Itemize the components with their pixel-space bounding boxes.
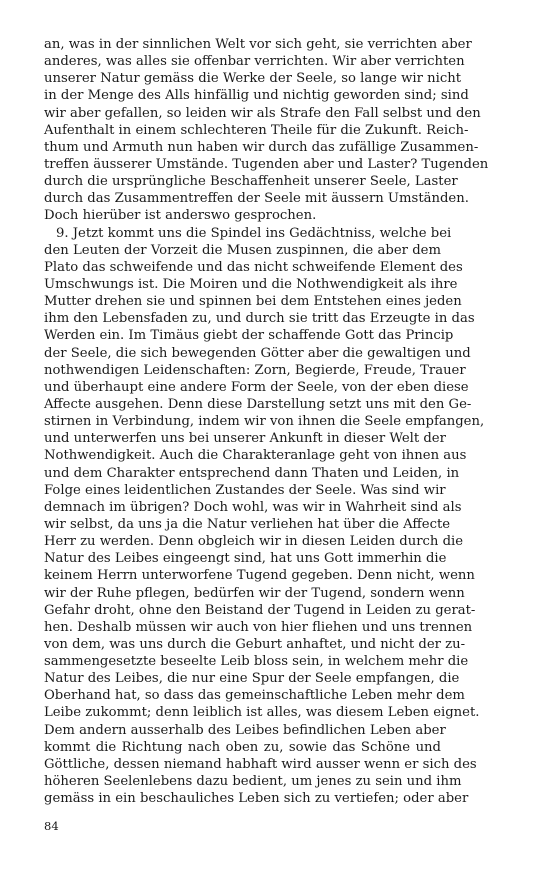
text-line: Göttliche, dessen niemand habhaft wird ausser wenn er sich des bbox=[44, 756, 477, 772]
text-line: von dem, was uns durch die Geburt anhaftet, und nicht der zu- bbox=[44, 636, 466, 652]
text-line: und dem Charakter entsprechend dann Thaten und Leiden, in bbox=[44, 465, 460, 481]
text-line: Herr zu werden. Denn obgleich wir in diesen Leiden durch die bbox=[44, 534, 464, 550]
page-body-text bbox=[44, 36, 489, 807]
text-line: ihm den Lebensfaden zu, und durch sie tritt das Erzeugte in das bbox=[44, 311, 475, 327]
text-line: kommt die Richtung nach oben zu, sowie das Schöne und bbox=[44, 739, 441, 755]
text-line: Plato das schweifende und das nicht schweifende Element des bbox=[44, 259, 463, 275]
text-line: und unterwerfen uns bei unserer Ankunft in dieser Welt der bbox=[44, 431, 446, 447]
text-line: wir selbst, da uns ja die Natur verliehen hat über die Affecte bbox=[44, 516, 451, 532]
text-line: Dem andern ausserhalb des Leibes befindlichen Leben aber bbox=[44, 722, 446, 738]
text-line: wir aber gefallen, so leiden wir als Strafe den Fall selbst und den bbox=[44, 105, 481, 121]
text-line: 9. Jetzt kommt uns die Spindel ins Gedächtniss, welche bei bbox=[56, 225, 452, 241]
text-line: durch das Zusammentreffen der Seele mit äussern Umständen. bbox=[44, 191, 469, 207]
text-line: an, was in der sinnlichen Welt vor sich geht, sie verrichten aber bbox=[44, 37, 472, 52]
text-line: und überhaupt eine andere Form der Seele, von der eben diese bbox=[44, 379, 469, 395]
text-line: Gefahr droht, ohne den Beistand der Tugend in Leiden zu gerat- bbox=[44, 602, 476, 618]
page-number: 84 bbox=[44, 819, 59, 833]
text-line: Natur des Leibes eingeengt sind, hat uns Gott immerhin die bbox=[44, 551, 447, 567]
text-line: sammengesetzte beseelte Leib bloss sein, in welchem mehr die bbox=[44, 654, 469, 670]
text-line: stirnen in Verbindung, indem wir von ihnen die Seele empfangen, bbox=[44, 414, 485, 430]
text-line: Affecte ausgehen. Denn diese Darstellung setzt uns mit den Ge- bbox=[44, 396, 472, 412]
text-line: demnach im übrigen? Doch wohl, was wir in Wahrheit sind als bbox=[44, 499, 462, 515]
text-line: Mutter drehen sie und spinnen bei dem Entstehen eines jeden bbox=[44, 294, 462, 310]
text-line: treffen äusserer Umstände. Tugenden aber und Laster? Tugenden bbox=[44, 156, 489, 172]
text-line: der Seele, die sich bewegenden Götter aber die gewaltigen und bbox=[44, 345, 471, 361]
text-line: Doch hierüber ist anderswo gesprochen. bbox=[44, 208, 317, 224]
text-line: Aufenthalt in einem schlechteren Theile für die Zukunft. Reich- bbox=[44, 122, 469, 138]
text-line: gemäss in ein beschauliches Leben sich zu vertiefen; oder aber bbox=[44, 791, 469, 807]
text-line: keinem Herrn unterworfene Tugend gegeben. Denn nicht, wenn bbox=[44, 568, 475, 584]
text-line: hen. Deshalb müssen wir auch von hier fliehen und uns trennen bbox=[44, 619, 473, 635]
text-line: Leibe zukommt; denn leiblich ist alles, was diesem Leben eignet. bbox=[44, 705, 480, 721]
text-line: nothwendigen Leidenschaften: Zorn, Begierde, Freude, Trauer bbox=[44, 362, 466, 378]
text-line: thum und Armuth nun haben wir durch das zufällige Zusammen- bbox=[44, 139, 479, 155]
text-line: den Leuten der Vorzeit die Musen zuspinnen, die aber dem bbox=[44, 242, 441, 258]
text-line: Umschwungs ist. Die Moiren und die Nothwendigkeit als ihre bbox=[44, 276, 458, 292]
text-line: anderes, was alles sie offenbar verrichten. Wir aber verrichten bbox=[44, 54, 465, 70]
text-line: Natur des Leibes, die nur eine Spur der Seele empfangen, die bbox=[44, 671, 460, 687]
text-line: unserer Natur gemäss die Werke der Seele, so lange wir nicht bbox=[44, 71, 462, 87]
text-line: Oberhand hat, so dass das gemeinschaftliche Leben mehr dem bbox=[44, 688, 465, 704]
text-line: höheren Seelenlebens dazu bedient, um jenes zu sein und ihm bbox=[44, 774, 462, 790]
text-line: durch die ursprüngliche Beschaffenheit unserer Seele, Laster bbox=[44, 174, 458, 190]
text-line: Werden ein. Im Timäus giebt der schaffende Gott das Princip bbox=[44, 328, 454, 344]
text-line: Folge eines leidentlichen Zustandes der Seele. Was sind wir bbox=[44, 482, 446, 498]
text-line: Nothwendigkeit. Auch die Charakteranlage geht von ihnen aus bbox=[44, 448, 467, 464]
text-line: wir der Ruhe pflegen, bedürfen wir der Tugend, sondern wenn bbox=[44, 585, 465, 601]
text-line: in der Menge des Alls hinfällig und nichtig geworden sind; sind bbox=[44, 88, 469, 104]
